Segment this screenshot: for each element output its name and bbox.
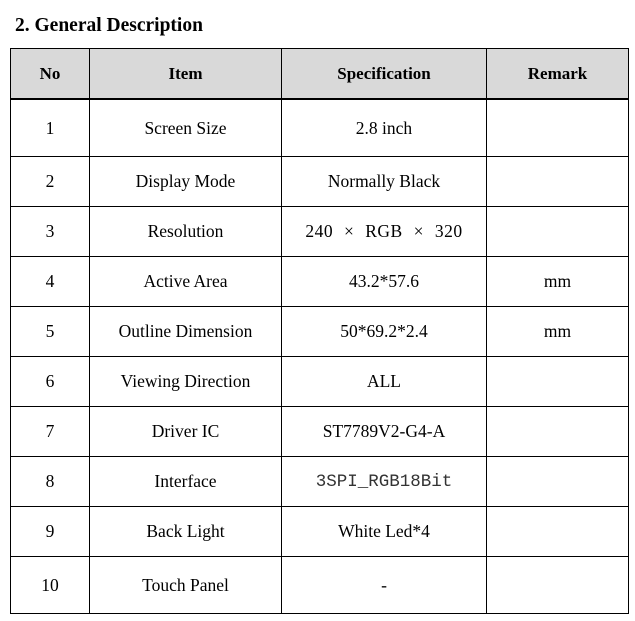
row-specification: - [282,557,487,614]
row-item: Viewing Direction [90,357,282,407]
table-row [11,157,629,207]
table-row [11,307,629,357]
row-remark [487,407,629,457]
row-specification: 43.2*57.6 [282,257,487,307]
row-remark [487,157,629,207]
row-item: Outline Dimension [90,307,282,357]
row-item: Interface [90,457,282,507]
column-header-item: Item [90,49,282,100]
row-number: 8 [11,457,90,507]
row-item: Display Mode [90,157,282,207]
table-row [11,99,629,157]
row-number: 6 [11,357,90,407]
table-row [11,507,629,557]
row-number: 5 [11,307,90,357]
row-remark [487,357,629,407]
row-number: 10 [11,557,90,614]
row-specification: 3SPI_RGB18Bit [282,457,487,507]
row-number: 2 [11,157,90,207]
row-number: 1 [11,99,90,157]
row-remark [487,99,629,157]
table-row [11,357,629,407]
table-row [11,557,629,614]
row-specification: ALL [282,357,487,407]
row-item: Active Area [90,257,282,307]
column-header-remark: Remark [487,49,629,100]
row-number: 4 [11,257,90,307]
row-remark [487,457,629,507]
row-specification: 2.8 inch [282,99,487,157]
table-header-row [11,49,629,100]
row-item: Resolution [90,207,282,257]
row-specification: ST7789V2-G4-A [282,407,487,457]
table-row [11,257,629,307]
table-row [11,457,629,507]
table-row [11,407,629,457]
row-item: Driver IC [90,407,282,457]
row-specification: White Led*4 [282,507,487,557]
row-remark: mm [487,307,629,357]
row-number: 3 [11,207,90,257]
row-remark [487,557,629,614]
column-header-no: No [11,49,90,100]
row-item: Screen Size [90,99,282,157]
row-number: 9 [11,507,90,557]
row-remark: mm [487,257,629,307]
table-row [11,207,629,257]
row-item: Back Light [90,507,282,557]
section-heading: 2. General Description [15,15,203,36]
row-specification: Normally Black [282,157,487,207]
row-number: 7 [11,407,90,457]
row-specification: 50*69.2*2.4 [282,307,487,357]
general-description-table [10,48,629,614]
column-header-specification: Specification [282,49,487,100]
row-remark [487,507,629,557]
row-remark [487,207,629,257]
row-specification: 240 × RGB × 320 [282,207,487,257]
row-item: Touch Panel [90,557,282,614]
